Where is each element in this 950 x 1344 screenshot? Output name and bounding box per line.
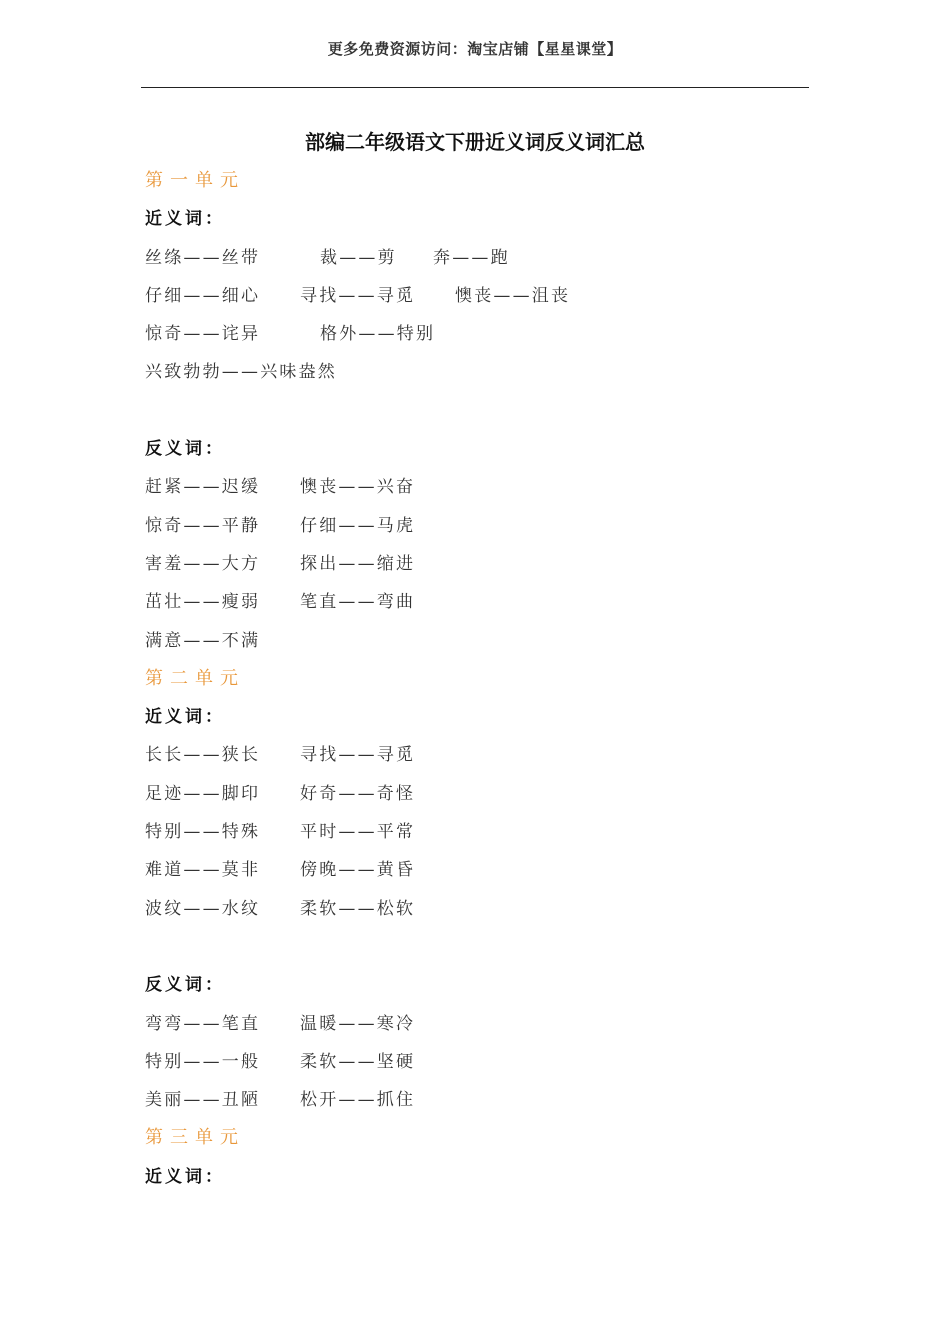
- word-pair-row: [145, 507, 805, 545]
- unit-2-title: 第二单元: [145, 667, 245, 689]
- word-pair: 温暖——寒冷: [300, 1013, 416, 1034]
- word-pair-row: [145, 622, 805, 660]
- unit-1-antonyms-label: 反义词：: [145, 439, 225, 460]
- word-pair-row: [145, 813, 805, 851]
- word-pair: 惊奇——平静: [145, 515, 261, 536]
- word-pair: 波纹——水纹: [145, 898, 261, 919]
- word-pair: 柔软——坚硬: [300, 1051, 416, 1072]
- word-pair: 奔——跑: [433, 247, 510, 268]
- word-pair-row: [145, 468, 805, 506]
- header-rule: [141, 87, 809, 88]
- word-pair-row: [145, 1081, 805, 1119]
- unit-1-title: 第一单元: [145, 170, 245, 191]
- header-note: 更多免费资源访问：淘宝店铺【星星课堂】: [327, 40, 623, 58]
- word-pair: 懊丧——兴奋: [300, 477, 416, 498]
- unit-3-synonyms-label: 近义词：: [145, 1166, 225, 1187]
- word-pair: 满意——不满: [145, 630, 261, 651]
- word-pair: 平时——平常: [300, 822, 416, 843]
- word-pair-row: [145, 1043, 805, 1081]
- word-pair: 兴致勃勃——兴味盎然: [145, 362, 337, 383]
- document-title: 部编二年级语文下册近义词反义词汇总: [305, 130, 645, 154]
- word-pair: 格外——特别: [320, 324, 436, 345]
- unit-1-synonyms-label: 近义词：: [145, 209, 225, 230]
- word-pair-row: [145, 775, 805, 813]
- word-pair: 笔直——弯曲: [300, 592, 416, 613]
- word-pair: 美丽——丑陋: [145, 1090, 261, 1111]
- word-pair: 弯弯——笔直: [145, 1013, 261, 1034]
- word-pair: 探出——缩进: [300, 553, 416, 574]
- word-pair: 裁——剪: [320, 247, 397, 268]
- word-pair: 丝绦——丝带: [145, 247, 261, 268]
- word-pair: 足迹——脚印: [145, 783, 261, 804]
- unit-2-antonyms-label: 反义词：: [145, 975, 225, 996]
- word-pair: 茁壮——瘦弱: [145, 592, 261, 613]
- unit-3-title: 第三单元: [145, 1127, 245, 1149]
- word-pair: 仔细——细心: [145, 285, 261, 306]
- word-pair: 害羞——大方: [145, 553, 261, 574]
- word-pair: 柔软——松软: [300, 898, 416, 919]
- word-pair: 寻找——寻觅: [300, 285, 416, 306]
- word-pair-row: [145, 851, 805, 889]
- word-pair-row: [145, 353, 805, 391]
- spacer: [145, 392, 805, 430]
- word-pair: 长长——狭长: [145, 745, 261, 766]
- spacer: [145, 928, 805, 966]
- word-pair: 惊奇——诧异: [145, 324, 261, 345]
- word-pair-row: [145, 315, 805, 353]
- word-pair: 松开——抓住: [300, 1090, 416, 1111]
- word-pair-row: [145, 239, 805, 277]
- word-pair-row: [145, 583, 805, 621]
- word-pair: 傍晚——黄昏: [300, 860, 416, 881]
- word-pair-row: [145, 890, 805, 928]
- word-pair: 特别——一般: [145, 1051, 261, 1072]
- document-body: [145, 162, 805, 1196]
- word-pair: 难道——莫非: [145, 860, 261, 881]
- unit-2-synonyms-label: 近义词：: [145, 707, 225, 728]
- word-pair-row: [145, 277, 805, 315]
- word-pair: 懊丧——沮丧: [455, 285, 571, 306]
- word-pair: 特别——特殊: [145, 822, 261, 843]
- word-pair: 寻找——寻觅: [300, 745, 416, 766]
- word-pair-row: [145, 736, 805, 774]
- word-pair: 赶紧——迟缓: [145, 477, 261, 498]
- word-pair: 好奇——奇怪: [300, 783, 416, 804]
- word-pair-row: [145, 1005, 805, 1043]
- word-pair-row: [145, 545, 805, 583]
- word-pair: 仔细——马虎: [300, 515, 416, 536]
